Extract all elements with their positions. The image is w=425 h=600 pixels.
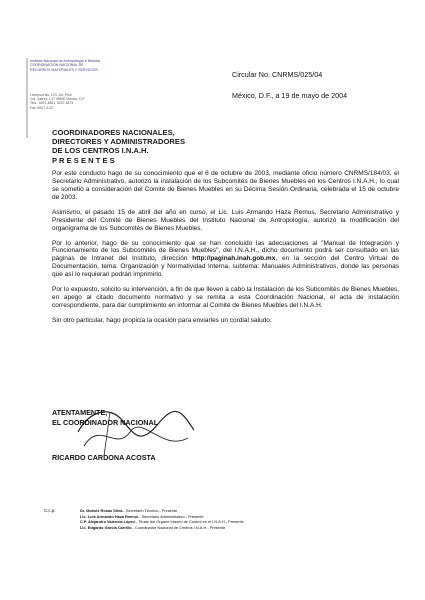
addressee-line: DE LOS CENTROS I.N.A.H. (52, 146, 149, 156)
ccp-label: C.c.p. (44, 508, 56, 513)
intranet-url: http://paginah.inah.gob.mx (192, 255, 276, 263)
letter-date: México, D.F., a 19 de mayo de 2004 (232, 91, 348, 100)
ccp-name: Lic. Luis Armando Haza Remus (80, 513, 139, 519)
institution-block (30, 59, 180, 72)
institution-line: Instituto Nacional de Antropología e Historia (30, 59, 100, 63)
addressee-line: P R E S E N T E S (52, 155, 115, 165)
ccp-list (80, 508, 410, 530)
body-paragraph: Sin otro particular, hago propicia la ocasión para enviarles un cordial saludo. (52, 316, 272, 324)
ccp-item (80, 525, 410, 531)
circular-reference: Circular No. CNRMS/025/04 (232, 70, 323, 79)
ccp-name: Lic. Edgardo García Carrillo (80, 524, 132, 530)
signatory-name: RICARDO CARDONA ACOSTA (52, 453, 156, 462)
addressee-block (52, 128, 185, 165)
paragraph-text: Por lo anterior, hago de su conocimiento que se han concluido las adecuaciones al "Manual de Integración y Funcionamiento de los Subcomités de Bienes Muebles", del I.N.A.H., dicho documento podrá ser consultado en las páginas de Intranet del Instituto, dirección (52, 239, 399, 263)
address-line: Tels.: 5207-4861, 5207-4873 (30, 101, 74, 106)
address-line: Col. Juárez, C.P. 06600 México, D.F. (30, 97, 86, 102)
closing-line: EL COORDINADOR NACIONAL (52, 418, 159, 427)
address-line: Fax: 5207-4137 (30, 105, 54, 110)
body-paragraph (52, 240, 399, 280)
addressee-line: COORDINADORES NACIONALES, (52, 128, 175, 137)
ccp-name: Dr. Moisés Rosas Silva (80, 508, 123, 513)
body-paragraph: Por lo expuesto, solicito su intervención, a fin de que lleven a cabo la Instalación de los Subcomités de Bienes Muebles, en apego al citado documento normativo y se remita a esta Coordinación Nacional, el acta de instalación correspondiente, para dar cumplimiento en informar al Comité de Bienes Muebles del I.N.A.H. (52, 286, 399, 309)
ccp-role: .- Coordinador Nacional de Centros I.N.A.H.- Presente (131, 524, 226, 530)
letterhead-rule (26, 58, 28, 138)
institution-line: RECURSOS MATERIALES Y SERVICIOS (30, 67, 98, 72)
body-paragraph: Asimismo, el pasado 15 de abril del año en curso, el Lic. Luis Armando Haza Remus, Secretario Administrativo y Presidente del Comité de Bienes Muebles del Instituto Nacional de Antropología, autorizó la modificación del organigrama de los Subcomités de Bienes Muebles. (52, 208, 399, 232)
ccp-role: .- Secretario Administrativo.- Presente (138, 513, 204, 519)
body-paragraph: Por este conducto hago de su conocimiento que el 6 de octubre de 2003, mediante oficio número CNRMS/184/03, el Secretario Administrativo, autorizó la instalación de los Subcomités de Bienes Muebles en los Centros I.N.A.H., lo cual se sometió a consideración del Comité de Bienes Muebles en su Décima Sesión Ordinaria, celebrada el 15 de octubre de 2003. (52, 170, 399, 201)
closing-line: ATENTAMENTE, (52, 408, 108, 417)
ccp-role: .- Secretario Técnico.- Presente (122, 508, 178, 513)
paragraph-text: , en la sección del Centro Virtual de Documentación, tema: Organización y Normatividad Interna, subtema: Manuales Administrativos, donde las personas que así lo requieran podrán imprimirlo. (52, 255, 399, 279)
address-line: Liverpool No. 123, 1er. Piso (30, 93, 72, 97)
institution-line: COORDINACIÓN NACIONAL DE (30, 63, 84, 68)
closing-block (52, 408, 158, 428)
letter-body (52, 170, 399, 332)
address-block (30, 93, 150, 110)
addressee-line: DIRECTORES Y ADMINISTRADORES (52, 137, 186, 147)
ccp-role: .- Titular del Órgano Interno de Control en el I.N.A.H.- Presente (134, 519, 244, 525)
ccp-name: C.P. Alejandro Valencia López (80, 519, 135, 525)
